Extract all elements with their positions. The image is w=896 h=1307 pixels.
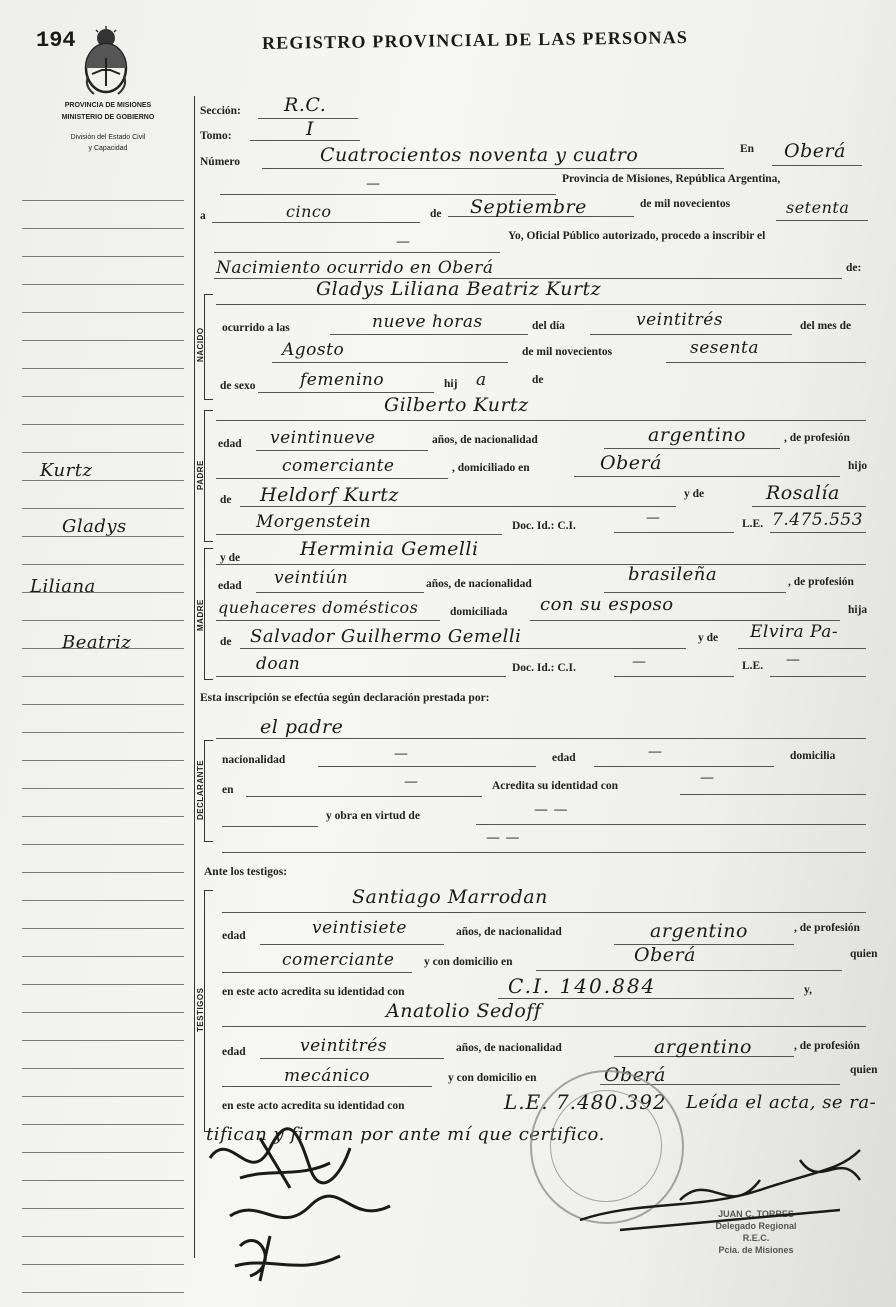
hw-t2: Anatolio Sedoff [386, 1000, 542, 1022]
margin-rule [22, 1040, 184, 1041]
line-hora [330, 334, 528, 335]
margin-rule [22, 256, 184, 257]
line-en [772, 165, 862, 166]
hw-dash-1: — [366, 176, 381, 192]
hw-t1-nac: argentino [650, 920, 748, 942]
margin-rule [22, 1236, 184, 1237]
label-ante: Ante los testigos: [204, 866, 288, 878]
line-padre [216, 420, 866, 421]
org-line-2: MINISTERIO DE GOBIERNO [61, 114, 155, 121]
hw-madre-edad: veintiún [274, 568, 349, 588]
hw-t2-id: L.E. 7.480.392 [504, 1090, 667, 1114]
hw-d-edad: — [648, 744, 663, 760]
line-dia-nac [590, 334, 792, 335]
label-de-prof-2: , de profesión [788, 576, 854, 588]
hw-en: Oberá [784, 140, 846, 162]
hw-abuela: Rosalía [766, 482, 840, 504]
hw-anio: setenta [786, 198, 850, 217]
margin-rule [22, 620, 184, 621]
margin-rule [22, 900, 184, 901]
margin-rule [22, 1264, 184, 1265]
hw-t1-prof: comerciante [282, 950, 395, 970]
hw-dia-nac: veintitrés [636, 310, 724, 330]
label-de-4: de [220, 636, 232, 648]
line-d-acredita [680, 794, 866, 795]
hw-t2-dom: Oberá [604, 1064, 666, 1086]
label-nacido: NACIDO [196, 327, 205, 363]
hw-abuela-2: Morgenstein [256, 512, 372, 532]
hw-cierre-2: tifican y firman por ante mí que certifico. [206, 1124, 605, 1145]
line-sexo [258, 392, 434, 393]
label-provincia: Provincia de Misiones, República Argentina, [562, 173, 781, 185]
margin-rule [22, 452, 184, 453]
hw-seccion: R.C. [284, 94, 327, 116]
line-d-en [246, 796, 482, 797]
label-anos-nac: años, de nacionalidad [432, 434, 538, 446]
hw-nombre: Gladys Liliana Beatriz Kurtz [316, 278, 602, 300]
margin-divider [194, 96, 195, 1258]
margin-rule [22, 956, 184, 957]
hw-anio-nac: sesenta [690, 338, 759, 358]
label-le: L.E. [742, 518, 764, 530]
line-t1-edad [260, 944, 444, 945]
label-anos-nac-3: años, de nacionalidad [456, 926, 562, 938]
margin-rule [22, 200, 184, 201]
label-domiciliada: domiciliada [450, 606, 508, 618]
line-abuela-m [738, 648, 866, 649]
hw-madre-nac: brasileña [628, 564, 718, 585]
label-edad: edad [218, 438, 242, 450]
hw-t1-dom: Oberá [634, 944, 696, 966]
label-de-colon: de: [846, 262, 862, 274]
line-declarante [216, 738, 866, 739]
stamp-line-3: R.E.C. [742, 1233, 770, 1243]
hw-t1-edad: veintisiete [312, 918, 407, 938]
line-blank-1 [220, 194, 556, 195]
hw-padre-ci: — [646, 510, 661, 526]
line-madre-dom [530, 620, 840, 621]
hw-abuela-m-2: doan [256, 654, 301, 674]
hw-hecho: Nacimiento ocurrido en Oberá [216, 258, 494, 278]
hw-padre-edad: veintinueve [270, 428, 376, 448]
margin-rule [22, 1012, 184, 1013]
hw-madre-prof: quehaceres domésticos [218, 598, 419, 617]
label-doc-id-2: Doc. Id.: C.I. [512, 662, 576, 674]
label-padre: PADRE [196, 460, 205, 490]
label-hij: hij [444, 378, 458, 390]
margin-rule [22, 872, 184, 873]
margin-rule [22, 340, 184, 341]
margin-rule [22, 984, 184, 985]
hw-dash-2: — [396, 234, 411, 250]
margin-rule [22, 1292, 184, 1293]
label-de-prof-3: , de profesión [794, 922, 860, 934]
hw-d-obra: — — [534, 802, 568, 818]
label-quien-2: quien [850, 1064, 878, 1076]
hw-padre-le: 7.475.553 [772, 510, 864, 530]
hw-mes: Septiembre [470, 196, 587, 218]
label-y-de: y de [684, 488, 705, 500]
margin-name-2: Gladys [62, 516, 127, 537]
line-padre-ci [614, 532, 734, 533]
label-de-prof-4: , de profesión [794, 1040, 860, 1052]
line-d-obra [476, 824, 866, 825]
label-en: En [740, 143, 755, 155]
hw-abuelo: Heldorf Kurtz [260, 484, 399, 506]
line-madre-prof [216, 620, 440, 621]
line-anio-nac [666, 362, 866, 363]
margin-rule [22, 928, 184, 929]
margin-rule [22, 1180, 184, 1181]
line-d-edad [594, 766, 774, 767]
hw-declarante: el padre [260, 716, 344, 738]
label-en-este: en este acto acredita su identidad con [222, 986, 405, 998]
hw-t2-nac: argentino [654, 1036, 752, 1058]
org-line-3: División del Estado Civil [70, 134, 146, 141]
label-y-de-2: y de [220, 552, 241, 564]
label-con-dom-2: y con domicilio en [448, 1072, 537, 1084]
margin-rule [22, 788, 184, 789]
margin-rule [22, 564, 184, 565]
margin-name-4: Beatriz [62, 632, 132, 653]
line-padre-dom [574, 476, 840, 477]
hw-dia: cinco [286, 202, 332, 221]
line-t2-prof [222, 1086, 432, 1087]
hw-d-obra-2: — — [486, 830, 520, 846]
label-anos-nac-4: años, de nacionalidad [456, 1042, 562, 1054]
hw-hora: nueve horas [372, 312, 483, 332]
margin-name-1: Kurtz [40, 460, 93, 481]
hw-abuela-m: Elvira Pa- [750, 622, 839, 642]
margin-rule [22, 312, 184, 313]
coat-of-arms-icon [80, 26, 132, 98]
line-madre [216, 564, 866, 565]
label-de-2: de [532, 374, 544, 386]
label-hija: hija [848, 604, 868, 616]
hw-t2-prof: mecánico [284, 1066, 370, 1086]
label-inscripcion: Esta inscripción se efectúa según declaración prestada por: [200, 692, 490, 704]
label-y: y, [804, 984, 812, 996]
line-madre-nac [604, 592, 786, 593]
stamp-line-1: JUAN C. TORRES [718, 1209, 794, 1219]
label-domiciliado-en: , domiciliado en [452, 462, 530, 474]
margin-rule [22, 424, 184, 425]
line-abuela-m-2 [216, 676, 506, 677]
org-line-4: y Capacidad [88, 145, 128, 152]
margin-rule [22, 1068, 184, 1069]
line-d-nac [318, 766, 536, 767]
label-hijo: hijo [848, 460, 868, 472]
margin-name-3: Liliana [30, 576, 96, 597]
margin-rule [22, 1124, 184, 1125]
label-del-dia: del día [532, 320, 565, 332]
line-tomo [250, 140, 360, 141]
label-edad-3: edad [552, 752, 576, 764]
hw-hij-suffix: a [476, 370, 487, 390]
label-acredita: Acredita su identidad con [492, 780, 618, 792]
label-seccion: Sección: [200, 105, 241, 117]
margin-rule [22, 508, 184, 509]
label-domicilia: domicilia [790, 750, 836, 762]
label-doc-id: Doc. Id.: C.I. [512, 520, 576, 532]
hw-abuelo-m: Salvador Guilhermo Gemelli [250, 626, 522, 647]
margin-rule [22, 732, 184, 733]
label-yo: Yo, Oficial Público autorizado, procedo a inscribir el [508, 230, 766, 242]
label-tomo: Tomo: [200, 130, 232, 142]
line-madre-ci [614, 676, 734, 677]
org-line-1: PROVINCIA DE MISIONES [64, 102, 152, 109]
hw-d-en: — [404, 774, 419, 790]
hw-padre-prof: comerciante [282, 456, 395, 476]
line-t1-prof [222, 972, 412, 973]
label-numero: Número [200, 156, 241, 168]
hw-madre-le: — [786, 652, 801, 668]
hw-sexo: femenino [300, 370, 385, 390]
label-de-prof: , de profesión [784, 432, 850, 444]
hw-padre-dom: Oberá [600, 452, 662, 474]
line-abuela-2 [216, 534, 502, 535]
hw-tomo: I [306, 118, 315, 140]
line-anio [776, 220, 868, 221]
margin-rule [22, 844, 184, 845]
line-t1-id [498, 998, 794, 999]
hw-cierre: Leída el acta, se ra- [686, 1092, 877, 1113]
line-dia [212, 222, 420, 223]
label-de-mil: de mil novecientos [640, 198, 731, 210]
signature-official [560, 1130, 880, 1240]
line-padre-prof [216, 478, 448, 479]
line-abuelo-m [240, 648, 686, 649]
label-edad-5: edad [222, 1046, 246, 1058]
line-padre-le [770, 532, 866, 533]
hw-mes-nac: Agosto [282, 340, 345, 360]
line-nombre [216, 304, 866, 305]
line-padre-edad [256, 450, 428, 451]
label-y-de-3: y de [698, 632, 719, 644]
margin-rule [22, 816, 184, 817]
label-declarante: DECLARANTE [196, 759, 205, 821]
hw-padre: Gilberto Kurtz [384, 394, 529, 416]
margin-rule [22, 1208, 184, 1209]
margin-rule [22, 704, 184, 705]
line-d-blank [222, 826, 318, 827]
line-mes-nac [272, 362, 508, 363]
hw-t1-id: C.I. 140.884 [508, 974, 657, 998]
stamp-line-4: Pcia. de Misiones [718, 1245, 794, 1255]
hw-padre-nac: argentino [648, 424, 746, 446]
line-d-obra-2 [222, 852, 866, 853]
line-t1-dom [536, 970, 842, 971]
label-en-2: en [222, 784, 234, 796]
label-con-dom: y con domicilio en [424, 956, 513, 968]
hw-madre-ci: — [632, 654, 647, 670]
label-del-mes: del mes de [800, 320, 852, 332]
hw-t1: Santiago Marrodan [352, 886, 548, 908]
margin-rule [22, 1096, 184, 1097]
label-obra: y obra en virtud de [326, 810, 420, 822]
document-title: REGISTRO PROVINCIAL DE LAS PERSONAS [261, 27, 689, 53]
margin-rule [22, 1152, 184, 1153]
hw-t2-edad: veintitrés [300, 1036, 388, 1056]
label-de-mil-2: de mil novecientos [522, 346, 613, 358]
label-de-sexo: de sexo [220, 380, 256, 392]
line-madre-le [770, 676, 866, 677]
label-edad-2: edad [218, 580, 242, 592]
hw-numero: Cuatrocientos noventa y cuatro [320, 144, 639, 166]
label-madre: MADRE [196, 599, 205, 631]
label-testigos: TESTIGOS [196, 987, 205, 1033]
margin-rule [22, 396, 184, 397]
page-number: 194 [36, 28, 76, 53]
line-abuela [752, 506, 866, 507]
hw-madre-dom: con su esposo [540, 594, 674, 615]
line-abuelo [240, 506, 676, 507]
line-t2-edad [260, 1058, 444, 1059]
hw-d-acredita: — [700, 770, 715, 786]
line-numero [262, 168, 724, 169]
hw-madre: Herminia Gemelli [300, 538, 479, 560]
label-de-3: de [220, 494, 232, 506]
signature-witness-2 [220, 1186, 420, 1286]
hw-d-nac: — [394, 746, 409, 762]
label-edad-4: edad [222, 930, 246, 942]
stamp-line-2: Delegado Regional [715, 1221, 797, 1231]
label-le-2: L.E. [742, 660, 764, 672]
label-anos-nac-2: años, de nacionalidad [426, 578, 532, 590]
line-padre-nac [604, 448, 780, 449]
label-nacionalidad: nacionalidad [222, 754, 286, 766]
line-t1 [222, 912, 866, 913]
line-blank-2 [214, 252, 500, 253]
label-en-este-2: en este acto acredita su identidad con [222, 1100, 405, 1112]
label-ocurrido: ocurrido a las [222, 322, 290, 334]
label-quien: quien [850, 948, 878, 960]
label-de: de [430, 208, 442, 220]
margin-rule [22, 284, 184, 285]
line-t2 [222, 1026, 866, 1027]
margin-rule [22, 228, 184, 229]
margin-rule [22, 760, 184, 761]
line-madre-edad [256, 592, 424, 593]
margin-rule [22, 368, 184, 369]
label-a: a [200, 210, 206, 222]
margin-rule [22, 676, 184, 677]
